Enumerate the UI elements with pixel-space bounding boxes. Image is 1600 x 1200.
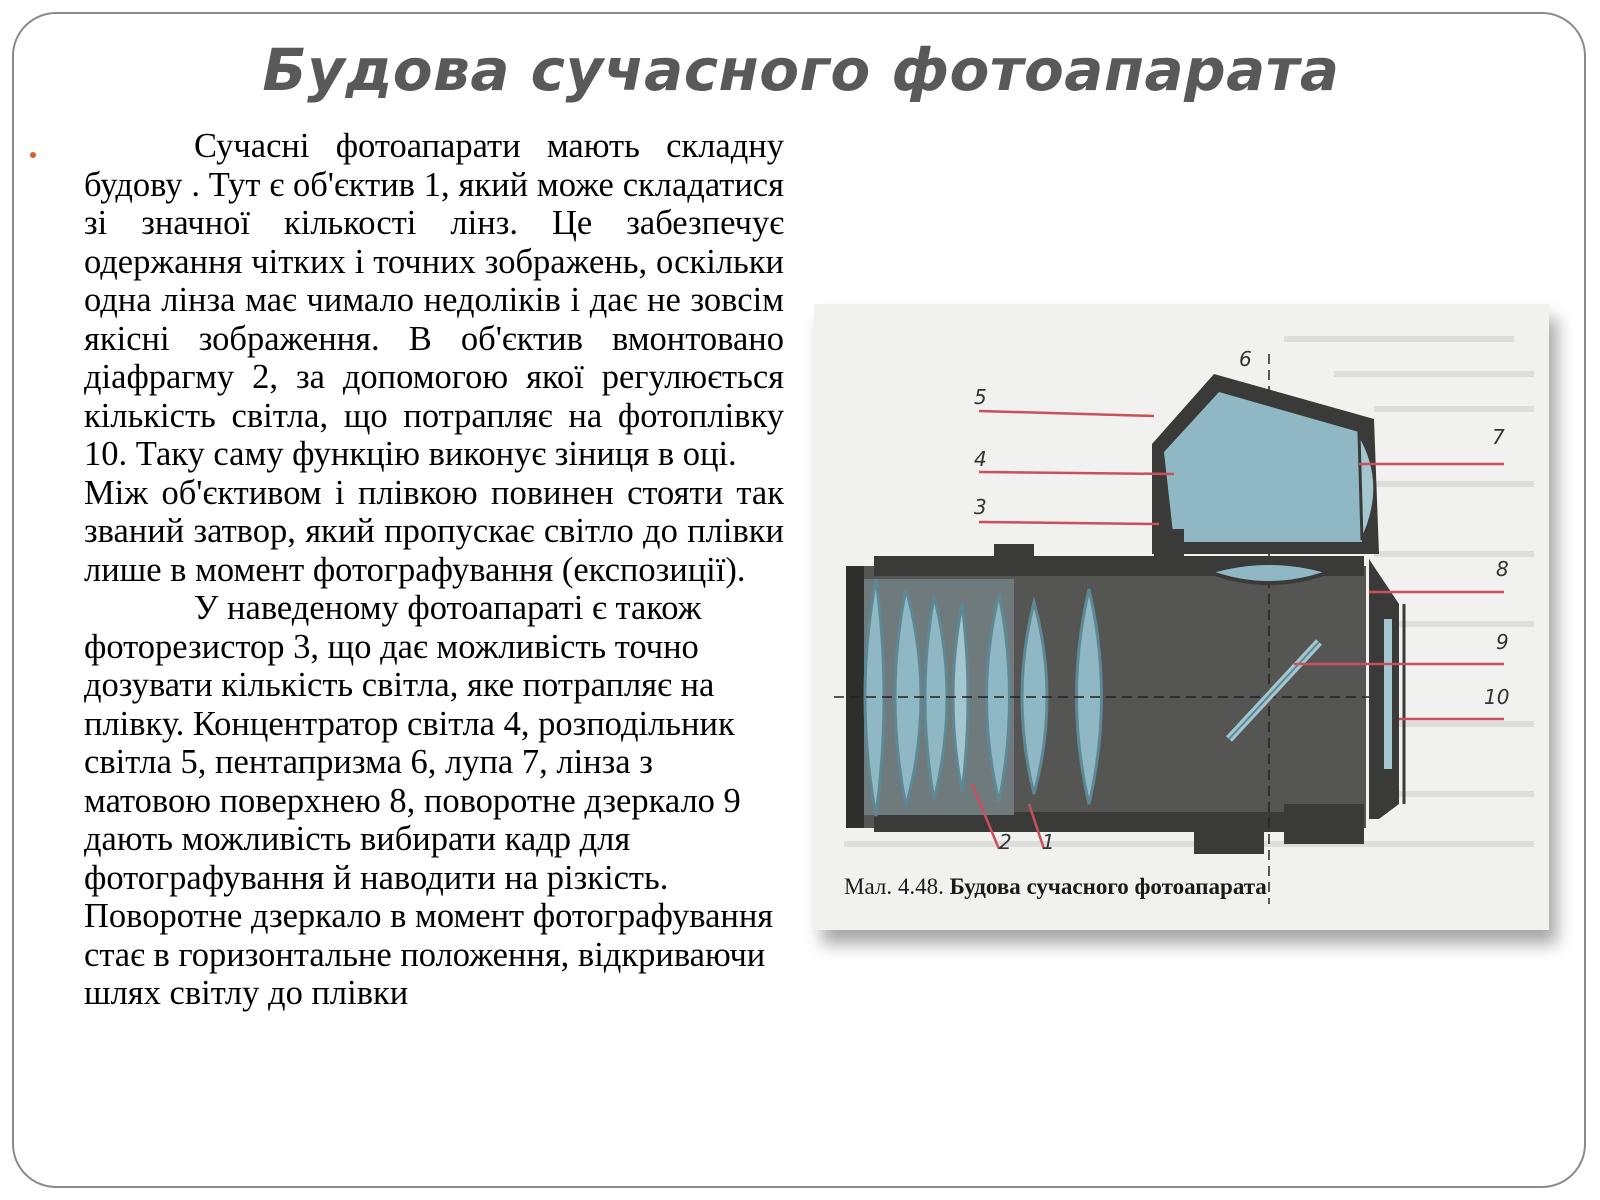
slide-frame [12,12,1586,1188]
camera-figure [814,304,1549,930]
callout-4: 4 [974,447,987,471]
callout-9: 9 [1496,630,1509,654]
callout-6: 6 [1239,347,1252,371]
callout-3: 3 [974,495,987,519]
body-text [84,127,784,1013]
callout-1: 1 [1042,830,1055,854]
paragraph-1: Сучасні фотоапарати мають складну будову . Тут є об'єктив 1, який може складатися зі значної кількості лінз. Це забезпечує одержання чітких і точних зображень, оскільки одна лінза має чимало недоліків і дає не зовсім якісні зображення. В об'єктив вмонтовано діафрагму 2, за допомогою якої регулюється кількість світла, що потрапляє на фотоплівку 10. Таку саму функцію виконує зіниця в оці. [84,127,784,473]
callout-7: 7 [1492,425,1505,449]
film-back [1369,559,1404,819]
figure-caption [844,874,1524,900]
paragraph-3: У наведеному фотоапараті є також фоторезистор 3, що дає можливість точно дозувати кількість світла, яке потрапляє на плівку. Концентратор світла 4, розподільник світла 5, пентапризма 6, лупа 7, лінза з матовою поверхнею 8, поворотне дзеркало 9 дають можливість вибирати кадр для фотографування й наводити на різкість. Поворотне дзеркало в момент фотографування стає в горизонтальне положення, відкриваючи шлях світлу до плівки [84,589,774,1012]
callout-8: 8 [1496,557,1509,581]
paragraph-2: Між об'єктивом і плівкою повинен стояти так званий затвор, який пропускає світло до плівки лише в момент фотографування (експозиції). [84,473,784,589]
caption-number: Мал. 4.48. [844,874,944,899]
callout-5: 5 [974,385,987,409]
bullet-dot [30,152,36,158]
slide-title: Будова сучасного фотоапарата [262,36,1340,104]
callout-10: 10 [1484,685,1510,709]
caption-text: Будова сучасного фотоапарата [949,874,1267,899]
pentaprism [1152,374,1379,559]
camera-diagram [814,304,1549,930]
callout-2: 2 [999,830,1012,854]
